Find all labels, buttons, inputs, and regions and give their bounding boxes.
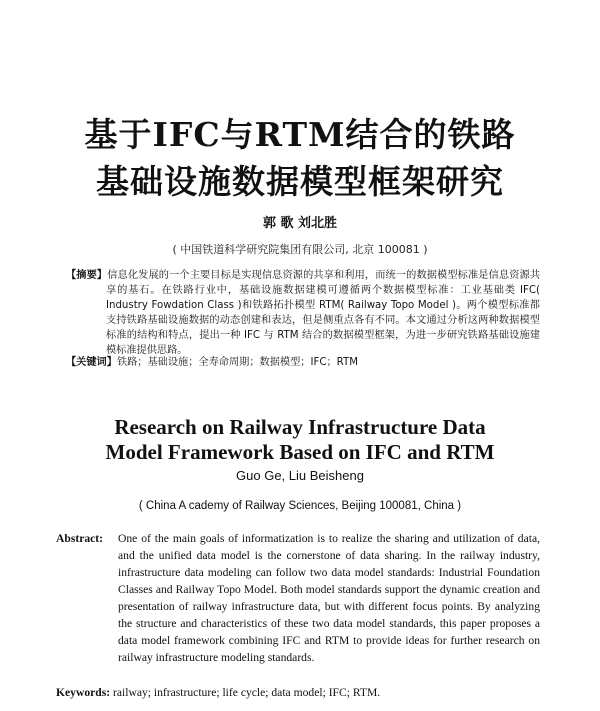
- cn-title-line2: 基础设施数据模型框架研究: [96, 162, 504, 201]
- cn-abstract-label: 【摘要】: [66, 270, 108, 281]
- cn-keywords-text: 铁路；基础设施；全寿命周期；数据模型；IFC；RTM: [116, 357, 359, 368]
- cn-affiliation: ( 中国铁道科学研究院集团有限公司, 北京 100081 ): [172, 243, 428, 256]
- cn-keywords: [66, 355, 540, 370]
- cn-title-line1: 基于IFC与RTM结合的铁路: [84, 115, 516, 154]
- en-title-line1: Research on Railway Infrastructure Data: [114, 415, 486, 439]
- en-title-line2: Model Framework Based on IFC and RTM: [105, 440, 495, 464]
- cn-keywords-label: 【关键词】: [66, 357, 117, 368]
- cn-abstract-text: 信息化发展的一个主要目标是实现信息资源的共享和利用，而统一的数据模型标准是信息资源共享的基石。在铁路行业中，基础设施数据建模可遵循两个数据模型标准：工业基础类 IFC( Industry Fowdation Class )和铁路拓扑模型 RTM( Railway Topo Model )。两个模型标准都支持铁路基础设施数据的动态创建和表达，但是侧重点各有不同。本文通过分析这两种数据模型标准的结构和特点，提出一种 IFC 与 RTM 结合的数据模型框架，为进一步研究铁路基础设施建模标准提供思路。: [106, 270, 541, 356]
- en-affiliation: ( China A cademy of Railway Sciences, Beijing 100081, China ): [138, 500, 462, 512]
- en-abstract: [56, 530, 540, 666]
- en-keywords-label: Keywords:: [56, 686, 111, 699]
- cn-authors: 郭 歌 刘北胜: [262, 216, 338, 231]
- cn-abstract: [66, 268, 540, 358]
- en-authors: Guo Ge, Liu Beisheng: [236, 468, 364, 483]
- en-keywords-text: railway; infrastructure; life cycle; data model; IFC; RTM.: [113, 686, 381, 699]
- en-keywords: [56, 684, 540, 701]
- en-abstract-text: One of the main goals of informatization is to realize the sharing and utilization of data, and the unified data model is the cornerstone of data sharing. In the railway industry, infrastructure data modeling can follow two data model standards: Industrial Foundation Classes and Railway Topo Model. Both model standards support the dynamic creation and presentation of railway infrastructure data, but with different focus points. By analyzing the structure and characteristics of these two data model standards, this paper proposes a data model framework combining IFC and RTM to provide ideas for further research on railway infrastructure modeling standards.: [118, 532, 540, 664]
- en-abstract-label: Abstract:: [56, 532, 104, 545]
